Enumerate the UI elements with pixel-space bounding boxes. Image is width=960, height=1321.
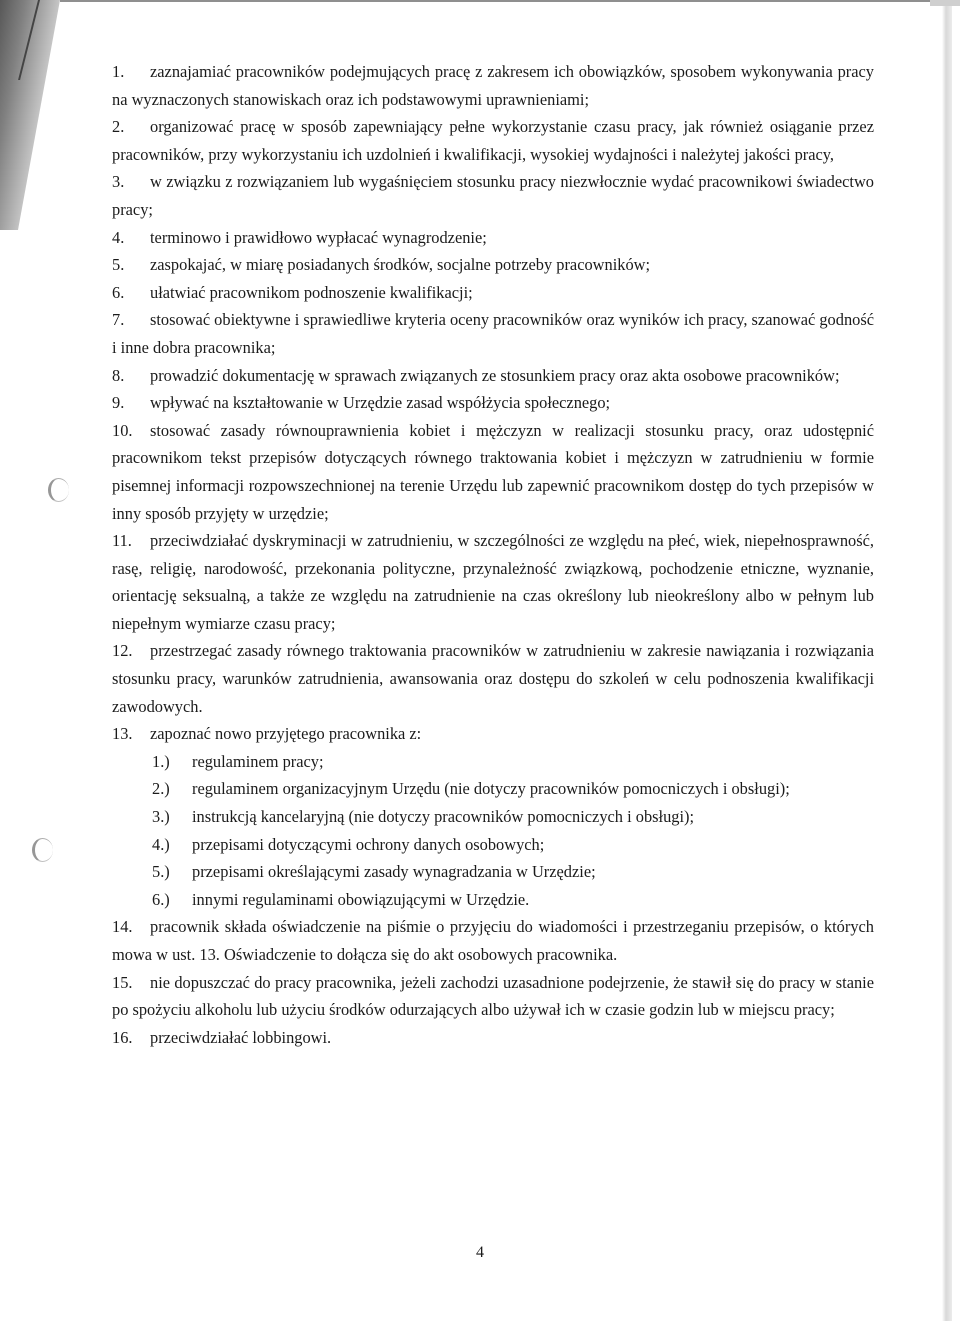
sublist-item: 6.) innymi regulaminami obowiązującymi w Urzędzie. — [152, 889, 530, 909]
list-item: 2. organizować pracę w sposób zapewniający pełne wykorzystanie czasu pracy, jak również osiąganie przez pracowników, przy wykorzystaniu ich uzdolnień i kwalifikacji, wysokiej wydajności i należytej jakości pracy, — [112, 117, 874, 164]
list-item: 15. nie dopuszczać do pracy pracownika, jeżeli zachodzi uzasadnione podejrzenie, że stawił się do pracy w stanie po spożyciu alkoholu lub użyciu środków odurzających albo używał ich w czasie godzin lub w miejscu pracy; — [112, 972, 874, 1020]
document-page — [112, 58, 874, 1051]
list-item: 9. wpływać na kształtowanie w Urzędzie zasad współżycia społecznego; — [112, 393, 611, 413]
list-item: 3. w związku z rozwiązaniem lub wygaśnięciem stosunku pracy niezwłocznie wydać pracownikowi świadectwo pracy; — [112, 172, 874, 219]
sublist-item: 4.) przepisami dotyczącymi ochrony danych osobowych; — [152, 834, 545, 854]
list-item: 10. stosować zasady równouprawnienia kobiet i mężczyzn w realizacji stosunku pracy, oraz udostępnić pracownikom tekst przepisów dotyczących równego traktowania kobiet i mężczyzn w zatrudnieniu w formie pisemnej informacji rozpowszechnionej na terenie Urzędu lub zapewnić pracownikom dostęp do tych przepisów w inny sposób przyjęty w urzędzie; — [112, 420, 874, 523]
list-item: 7. stosować obiektywne i sprawiedliwe kryteria oceny pracowników oraz wyników ich pracy, szanować godność i inne dobra pracownika; — [112, 310, 874, 357]
list-item: 12. przestrzegać zasady równego traktowania pracowników w zatrudnieniu w zakresie nawiązania i rozwiązania stosunku pracy, warunków zatrudnienia, awansowania oraz dostępu do szkoleń w celu podnoszenia kwalifikacji zawodowych. — [112, 641, 874, 716]
punch-hole-mark — [48, 478, 69, 502]
list-item: 1. zaznajamiać pracowników podejmujących pracę z zakresem ich obowiązków, sposobem wykonywania pracy na wyznaczonych stanowiskach oraz ich podstawowymi uprawnieniami; — [112, 62, 874, 109]
scan-top-edge — [60, 0, 930, 2]
sublist-item: 2.) regulaminem organizacyjnym Urzędu (nie dotyczy pracowników pomocniczych i obsługi); — [152, 779, 790, 799]
list-item: 6. ułatwiać pracownikom podnoszenie kwalifikacji; — [112, 282, 473, 302]
sublist-item: 5.) przepisami określającymi zasady wynagradzania w Urzędzie; — [152, 862, 596, 882]
list-item: 8. prowadzić dokumentację w sprawach związanych ze stosunkiem pracy oraz akta osobowe pracowników; — [112, 365, 840, 385]
list-item: 14. pracownik składa oświadczenie na piśmie o przyjęciu do wiadomości i przestrzeganiu przepisów, o których mowa w ust. 13. Oświadczenie to dołącza się do akt osobowych pracownika. — [112, 917, 874, 964]
scan-right-edge — [942, 0, 952, 1321]
list-item: 13. zapoznać nowo przyjętego pracownika z: — [112, 724, 422, 744]
list-item: 5. zaspokajać, w miarę posiadanych środków, socjalne potrzeby pracowników; — [112, 255, 651, 275]
punch-hole-mark — [32, 838, 53, 862]
page-number: 4 — [476, 1244, 484, 1261]
scan-corner — [930, 0, 960, 6]
obligations-list — [112, 58, 874, 1051]
list-item: 4. terminowo i prawidłowo wypłacać wynagrodzenie; — [112, 227, 487, 247]
list-item: 16. przeciwdziałać lobbingowi. — [112, 1027, 332, 1047]
sublist — [112, 748, 874, 914]
sublist-item: 1.) regulaminem pracy; — [152, 751, 324, 771]
list-item: 11. przeciwdziałać dyskryminacji w zatrudnieniu, w szczególności ze względu na płeć, wiek, niepełnosprawność, rasę, religię, narodowość, przekonania polityczne, przynależność związkową, pochodzenie etniczne, wyznanie, orientację seksualną, a także ze względu na zatrudnienie na czas określony lub nieokreślony albo w pełnym lub niepełnym wymiarze czasu pracy; — [112, 531, 874, 633]
sublist-item: 3.) instrukcją kancelaryjną (nie dotyczy pracowników pomocniczych i obsługi); — [152, 807, 695, 827]
